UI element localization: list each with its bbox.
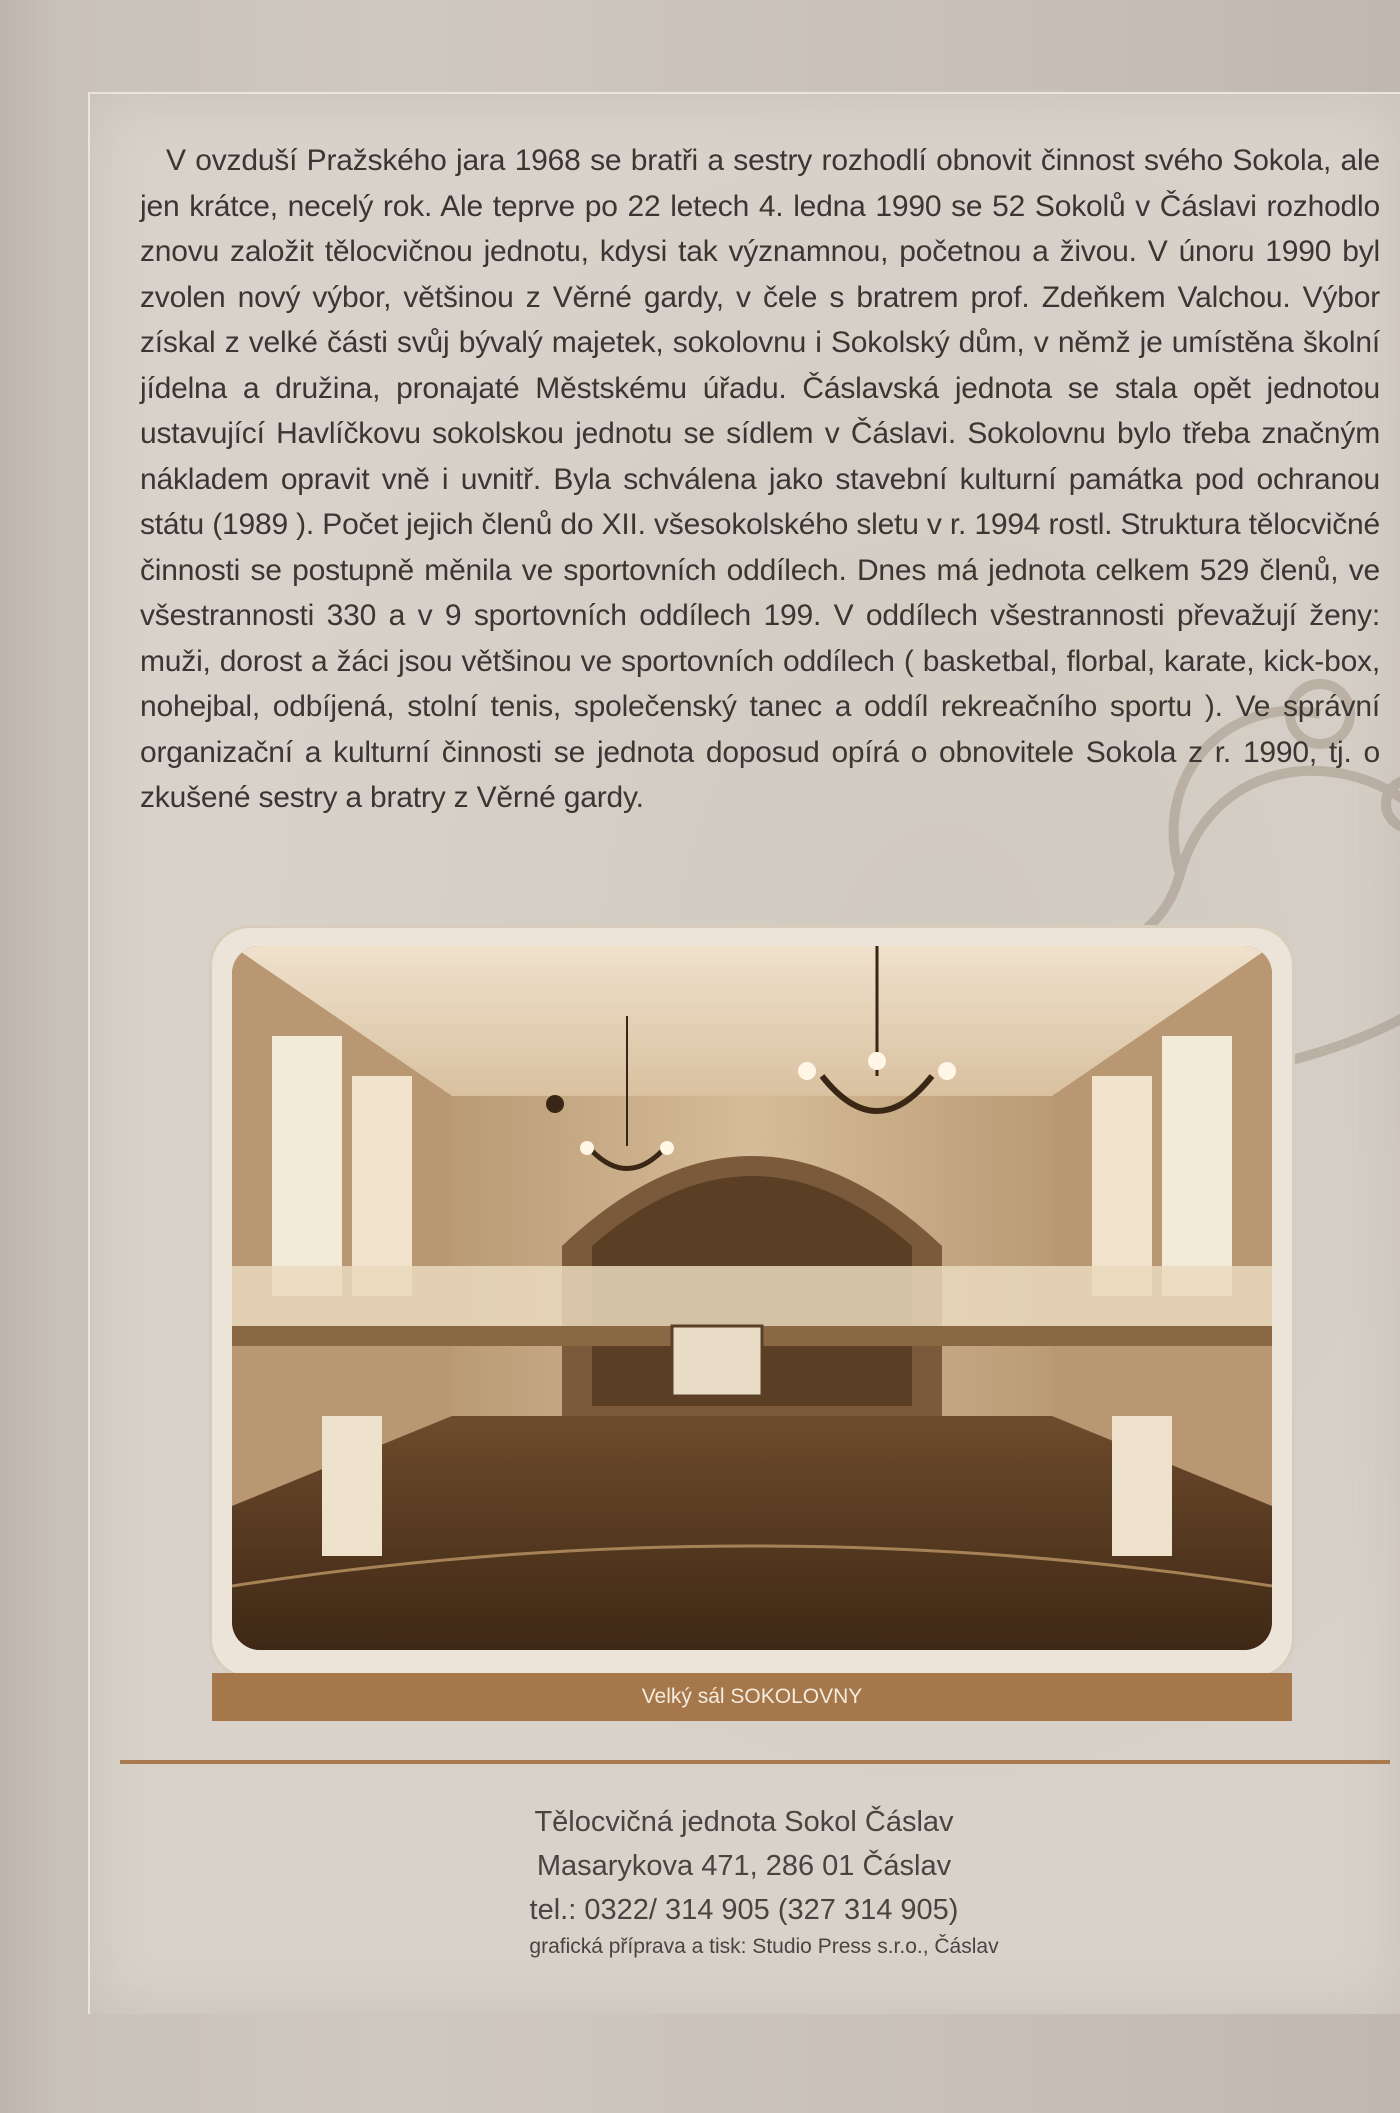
article-paragraph: V ovzduší Pražského jara 1968 se bratři a sestry rozhodlí obnovit činnost svého Sokola, ale jen krátce, necelý rok. Ale teprve po 22 letech 4. ledna 1990 se 52 Sokolů v Čáslavi rozhodlo znovu založit tělocvičnou jednotu, kdysi tak významnou, početnou a živou. V únoru 1990 byl zvolen nový výbor, většinou z Věrné gardy, v čele s bratrem prof. Zdeňkem Valchou. Výbor získal z velké části svůj bývalý majetek, sokolovnu i Sokolský dům, v němž je umístěna školní jídelna a družina, pronajaté Městskému úřadu. Čáslavská jednota se stala opět jednotou ustavující Havlíčkovu sokolskou jednotu se sídlem v Čáslavi. Sokolovnu bylo třeba značným nákladem opravit vně i uvnitř. Byla schválena jako stavební kulturní památka pod ochranou státu (1989 ). Počet jejich členů do XII. všesokolského sletu v r. 1994 rostl. Struktura tělocvičné činnosti se postupně měnila ve sportovních oddílech. Dnes má jednota celkem 529 členů, ve všestrannosti 330 a v 9 sportovních oddílech 199. V oddílech všestrannosti převažují ženy: muži, dorost a žáci jsou většinou ve sportovních oddílech ( basketbal, florbal, karate, kick-box, nohejbal, odbíjená, stolní tenis, společenský tanec a oddíl rekreačního sportu ). Ve správní organizační a kulturní činnosti se jednota doposud opírá o obnovitele Sokola z r. 1990, tj. o zkušené sestry a bratry z Věrné gardy. xyxy=(140,144,1380,814)
gym-hall-illustration xyxy=(232,946,1272,1650)
gym-hall-photo xyxy=(232,946,1272,1650)
footer-organization: Tělocvičná jednota Sokol Čáslav xyxy=(534,1806,954,1838)
footer xyxy=(88,1800,1400,1962)
footer-credit: grafická příprava a tisk: Studio Press s.r.o., Čáslav xyxy=(529,1935,999,1958)
footer-phone: tel.: 0322/ 314 905 (327 314 905) xyxy=(529,1894,959,1926)
photo-frame xyxy=(212,928,1292,1676)
photo-caption-bar xyxy=(212,1673,1292,1721)
photo-caption: Velký sál SOKOLOVNY xyxy=(641,1685,863,1708)
footer-address: Masarykova 471, 286 01 Čáslav xyxy=(536,1850,952,1882)
divider xyxy=(120,1760,1390,1764)
